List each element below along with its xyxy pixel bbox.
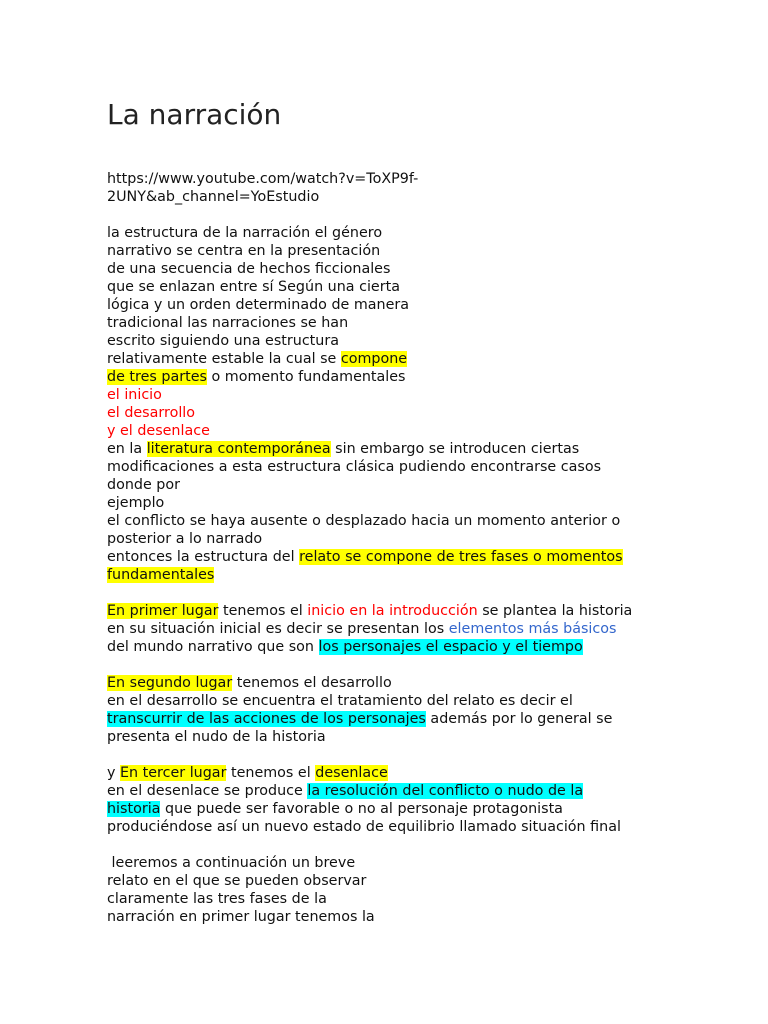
- text-run: se plantea la historia: [477, 603, 633, 619]
- text-line: escrito siguiendo una estructura: [107, 333, 339, 349]
- text-run: entonces la estructura del: [107, 549, 300, 565]
- text-run: y: [107, 765, 121, 781]
- blue-text: elementos más básicos: [448, 621, 617, 637]
- yellow-highlight: desenlace: [315, 765, 388, 781]
- red-text-line: el inicio: [107, 387, 162, 403]
- text-line: presenta el nudo de la historia: [107, 729, 326, 745]
- text-run: que puede ser favorable o no al personaje protagonista: [160, 801, 563, 817]
- text-line: [107, 764, 727, 782]
- red-text: inicio en la introducción: [307, 603, 478, 619]
- cyan-highlight: la resolución del conflicto o nudo de la: [307, 783, 584, 799]
- text-line: [107, 440, 727, 458]
- yellow-highlight: relato se compone de tres fases o momentos: [299, 549, 623, 565]
- text-run: en el desenlace se produce: [107, 783, 308, 799]
- document-body: [107, 170, 727, 926]
- text-line: de una secuencia de hechos ficcionales: [107, 261, 391, 277]
- text-line: lógica y un orden determinado de manera: [107, 297, 410, 313]
- red-text-line: y el desenlace: [107, 423, 210, 439]
- text-line: produciéndose así un nuevo estado de equilibrio llamado situación final: [107, 819, 621, 835]
- page-title: La narración: [107, 98, 282, 131]
- text-line: [107, 566, 727, 584]
- url-line: https://www.youtube.com/watch?v=ToXP9f-: [107, 171, 419, 187]
- blank-line: [107, 584, 727, 602]
- text-line: la estructura de la narración el género: [107, 225, 383, 241]
- text-line: tradicional las narraciones se han: [107, 315, 349, 331]
- text-run: tenemos el: [226, 765, 316, 781]
- text-run: relativamente estable la cual se: [107, 351, 341, 367]
- text-run: en la: [107, 441, 147, 457]
- blank-line: [107, 656, 727, 674]
- text-run: en su situación inicial es decir se presentan los: [107, 621, 449, 637]
- yellow-highlight: de tres partes: [107, 369, 207, 385]
- text-run: además por lo general se: [425, 711, 613, 727]
- text-run: tenemos el desarrollo: [232, 675, 392, 691]
- text-line: [107, 602, 727, 620]
- text-run: sin embargo se introducen ciertas: [330, 441, 580, 457]
- text-line: modificaciones a esta estructura clásica pudiendo encontrarse casos: [107, 459, 602, 475]
- text-line: posterior a lo narrado: [107, 531, 263, 547]
- text-line: [107, 368, 727, 386]
- blank-line: [107, 836, 727, 854]
- yellow-highlight: fundamentales: [107, 567, 215, 583]
- text-line: [107, 710, 727, 728]
- yellow-highlight: compone: [340, 351, 408, 367]
- text-run: o momento fundamentales: [206, 369, 406, 385]
- url-line: 2UNY&ab_channel=YoEstudio: [107, 189, 320, 205]
- yellow-highlight: En segundo lugar: [107, 675, 233, 691]
- text-line: [107, 782, 727, 800]
- red-text-line: el desarrollo: [107, 405, 196, 421]
- cyan-highlight: los personajes el espacio y el tiempo: [318, 639, 583, 655]
- text-line: narración en primer lugar tenemos la: [107, 909, 375, 925]
- text-run: tenemos el: [218, 603, 308, 619]
- text-line: donde por: [107, 477, 180, 493]
- blank-line: [107, 206, 727, 224]
- text-line: [107, 800, 727, 818]
- yellow-highlight: literatura contemporánea: [146, 441, 331, 457]
- cyan-highlight: historia: [107, 801, 161, 817]
- text-line: ejemplo: [107, 495, 165, 511]
- text-line: [107, 350, 727, 368]
- text-line: [107, 674, 727, 692]
- text-line: relato en el que se pueden observar: [107, 873, 367, 889]
- yellow-highlight: En primer lugar: [107, 603, 219, 619]
- text-line: en el desarrollo se encuentra el tratamiento del relato es decir el: [107, 693, 573, 709]
- cyan-highlight: transcurrir de las acciones de los personajes: [107, 711, 426, 727]
- text-line: [107, 548, 727, 566]
- text-line: leeremos a continuación un breve: [107, 855, 356, 871]
- text-line: [107, 638, 727, 656]
- yellow-highlight: En tercer lugar: [120, 765, 227, 781]
- text-run: del mundo narrativo que son: [107, 639, 319, 655]
- text-line: que se enlazan entre sí Según una cierta: [107, 279, 400, 295]
- text-line: claramente las tres fases de la: [107, 891, 327, 907]
- text-line: el conflicto se haya ausente o desplazado hacia un momento anterior o: [107, 513, 621, 529]
- text-line: [107, 620, 727, 638]
- text-line: narrativo se centra en la presentación: [107, 243, 381, 259]
- blank-line: [107, 746, 727, 764]
